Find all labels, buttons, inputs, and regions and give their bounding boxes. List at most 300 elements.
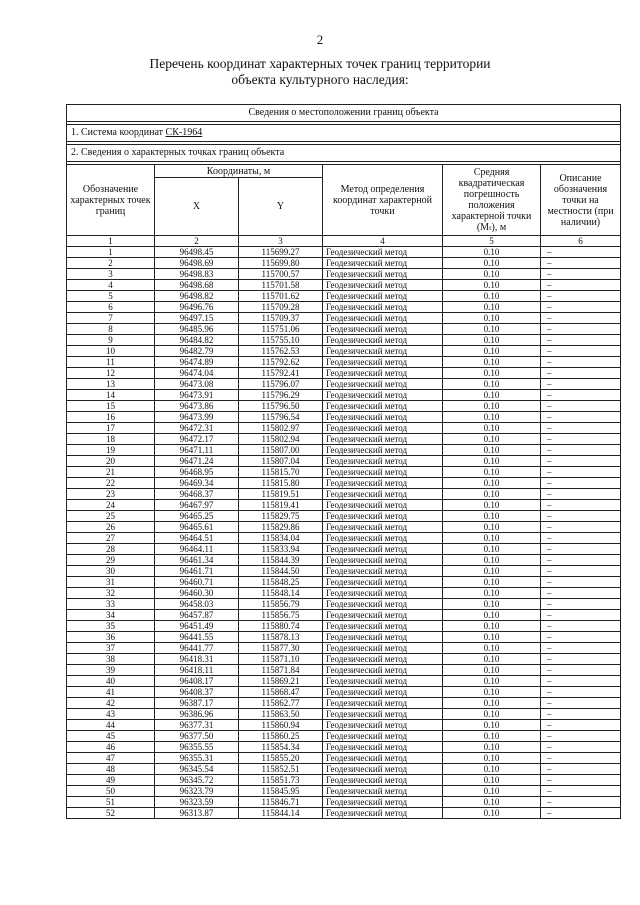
description: – <box>541 456 621 467</box>
coord-y: 115819.41 <box>239 500 323 511</box>
table-row <box>67 445 621 456</box>
coord-y: 115844.39 <box>239 555 323 566</box>
coord-x: 96355.31 <box>155 753 239 764</box>
method: Геодезический метод <box>323 302 443 313</box>
description: – <box>541 786 621 797</box>
table-row <box>67 544 621 555</box>
point-number: 24 <box>67 500 155 511</box>
coord-y: 115762.53 <box>239 346 323 357</box>
method: Геодезический метод <box>323 797 443 808</box>
column-number: 4 <box>323 236 443 247</box>
coord-y: 115834.04 <box>239 533 323 544</box>
error-value: 0.10 <box>443 698 541 709</box>
coord-x: 96451.49 <box>155 621 239 632</box>
table-row <box>67 632 621 643</box>
table-row <box>67 467 621 478</box>
method: Геодезический метод <box>323 698 443 709</box>
point-number: 15 <box>67 401 155 412</box>
coord-y: 115709.28 <box>239 302 323 313</box>
coord-x: 96485.96 <box>155 324 239 335</box>
error-value: 0.10 <box>443 720 541 731</box>
description: – <box>541 687 621 698</box>
coord-x: 96473.08 <box>155 379 239 390</box>
coord-x: 96464.51 <box>155 533 239 544</box>
method: Геодезический метод <box>323 434 443 445</box>
document-title <box>0 56 640 88</box>
point-number: 2 <box>67 258 155 269</box>
table-row <box>67 709 621 720</box>
coord-y: 115807.00 <box>239 445 323 456</box>
description: – <box>541 247 621 258</box>
method: Геодезический метод <box>323 390 443 401</box>
column-number-row <box>67 236 621 247</box>
error-value: 0.10 <box>443 610 541 621</box>
description: – <box>541 588 621 599</box>
point-number: 33 <box>67 599 155 610</box>
table-row <box>67 401 621 412</box>
description: – <box>541 357 621 368</box>
column-number: 2 <box>155 236 239 247</box>
method: Геодезический метод <box>323 742 443 753</box>
coord-y: 115802.94 <box>239 434 323 445</box>
error-value: 0.10 <box>443 808 541 819</box>
coord-x: 96345.72 <box>155 775 239 786</box>
coord-x: 96457.87 <box>155 610 239 621</box>
point-number: 22 <box>67 478 155 489</box>
error-value: 0.10 <box>443 357 541 368</box>
method: Геодезический метод <box>323 555 443 566</box>
description: – <box>541 291 621 302</box>
table-row <box>67 434 621 445</box>
table-row <box>67 423 621 434</box>
description: – <box>541 258 621 269</box>
coord-x: 96473.86 <box>155 401 239 412</box>
error-value: 0.10 <box>443 599 541 610</box>
coord-x: 96408.37 <box>155 687 239 698</box>
point-number: 47 <box>67 753 155 764</box>
coord-x: 96473.99 <box>155 412 239 423</box>
method: Геодезический метод <box>323 357 443 368</box>
description: – <box>541 577 621 588</box>
coord-y: 115709.37 <box>239 313 323 324</box>
coord-x: 96355.55 <box>155 742 239 753</box>
error-value: 0.10 <box>443 709 541 720</box>
coord-y: 115700.57 <box>239 269 323 280</box>
method: Геодезический метод <box>323 577 443 588</box>
point-number: 3 <box>67 269 155 280</box>
table-row <box>67 335 621 346</box>
table-row <box>67 621 621 632</box>
error-value: 0.10 <box>443 775 541 786</box>
table-row <box>67 577 621 588</box>
coord-y: 115833.94 <box>239 544 323 555</box>
table-row <box>67 533 621 544</box>
title-line-1: Перечень координат характерных точек границ территории <box>149 56 491 71</box>
point-number: 27 <box>67 533 155 544</box>
error-value: 0.10 <box>443 797 541 808</box>
coordinates-table <box>66 104 621 819</box>
coord-y: 115844.50 <box>239 566 323 577</box>
error-value: 0.10 <box>443 786 541 797</box>
coord-x: 96460.71 <box>155 577 239 588</box>
point-number: 7 <box>67 313 155 324</box>
table-row <box>67 379 621 390</box>
table-row <box>67 654 621 665</box>
method: Геодезический метод <box>323 533 443 544</box>
error-value: 0.10 <box>443 445 541 456</box>
description: – <box>541 346 621 357</box>
coord-x: 96472.17 <box>155 434 239 445</box>
description: – <box>541 555 621 566</box>
coord-y: 115862.77 <box>239 698 323 709</box>
coord-y: 115792.41 <box>239 368 323 379</box>
coord-y: 115869.21 <box>239 676 323 687</box>
point-number: 14 <box>67 390 155 401</box>
point-number: 13 <box>67 379 155 390</box>
method: Геодезический метод <box>323 588 443 599</box>
method: Геодезический метод <box>323 412 443 423</box>
coord-x: 96458.03 <box>155 599 239 610</box>
coord-y: 115701.58 <box>239 280 323 291</box>
coord-x: 96468.95 <box>155 467 239 478</box>
coord-x: 96498.83 <box>155 269 239 280</box>
point-number: 51 <box>67 797 155 808</box>
header-x: X <box>155 178 239 236</box>
table-row <box>67 269 621 280</box>
coord-y: 115815.70 <box>239 467 323 478</box>
error-value: 0.10 <box>443 423 541 434</box>
point-number: 17 <box>67 423 155 434</box>
error-value: 0.10 <box>443 280 541 291</box>
coord-y: 115701.62 <box>239 291 323 302</box>
description: – <box>541 379 621 390</box>
description: – <box>541 764 621 775</box>
coord-y: 115815.80 <box>239 478 323 489</box>
coord-y: 115860.94 <box>239 720 323 731</box>
coord-x: 96418.31 <box>155 654 239 665</box>
description: – <box>541 445 621 456</box>
error-value: 0.10 <box>443 687 541 698</box>
point-number: 28 <box>67 544 155 555</box>
column-number: 5 <box>443 236 541 247</box>
error-value: 0.10 <box>443 302 541 313</box>
method: Геодезический метод <box>323 753 443 764</box>
point-number: 12 <box>67 368 155 379</box>
method: Геодезический метод <box>323 511 443 522</box>
description: – <box>541 654 621 665</box>
table-row <box>67 753 621 764</box>
coord-system <box>67 125 621 142</box>
points-section-row <box>67 145 621 162</box>
coord-y: 115796.07 <box>239 379 323 390</box>
point-number: 41 <box>67 687 155 698</box>
column-number: 6 <box>541 236 621 247</box>
point-number: 44 <box>67 720 155 731</box>
method: Геодезический метод <box>323 280 443 291</box>
coord-x: 96469.34 <box>155 478 239 489</box>
method: Геодезический метод <box>323 258 443 269</box>
description: – <box>541 412 621 423</box>
table-row <box>67 665 621 676</box>
error-value: 0.10 <box>443 346 541 357</box>
method: Геодезический метод <box>323 247 443 258</box>
method: Геодезический метод <box>323 632 443 643</box>
description: – <box>541 665 621 676</box>
error-value: 0.10 <box>443 731 541 742</box>
header-designation: Обозначение характерных точек границ <box>67 165 155 236</box>
error-value: 0.10 <box>443 522 541 533</box>
description: – <box>541 500 621 511</box>
coord-x: 96496.76 <box>155 302 239 313</box>
description: – <box>541 742 621 753</box>
table-row <box>67 566 621 577</box>
table-row <box>67 775 621 786</box>
coord-x: 96386.96 <box>155 709 239 720</box>
description: – <box>541 280 621 291</box>
coord-x: 96464.11 <box>155 544 239 555</box>
coord-y: 115854.34 <box>239 742 323 753</box>
coord-x: 96474.89 <box>155 357 239 368</box>
coord-x: 96377.31 <box>155 720 239 731</box>
error-value: 0.10 <box>443 511 541 522</box>
coord-y: 115877.30 <box>239 643 323 654</box>
coord-x: 96387.17 <box>155 698 239 709</box>
table-row <box>67 599 621 610</box>
method: Геодезический метод <box>323 423 443 434</box>
method: Геодезический метод <box>323 313 443 324</box>
table-row <box>67 786 621 797</box>
coord-y: 115819.51 <box>239 489 323 500</box>
point-number: 9 <box>67 335 155 346</box>
table-row <box>67 258 621 269</box>
method: Геодезический метод <box>323 401 443 412</box>
description: – <box>541 731 621 742</box>
error-value: 0.10 <box>443 478 541 489</box>
coord-x: 96484.82 <box>155 335 239 346</box>
coord-x: 96441.77 <box>155 643 239 654</box>
error-value: 0.10 <box>443 467 541 478</box>
coord-system-name: СК-1964 <box>165 127 203 138</box>
method: Геодезический метод <box>323 456 443 467</box>
table-row <box>67 456 621 467</box>
table-row <box>67 291 621 302</box>
error-value: 0.10 <box>443 456 541 467</box>
coord-x: 96474.04 <box>155 368 239 379</box>
method: Геодезический метод <box>323 379 443 390</box>
point-number: 11 <box>67 357 155 368</box>
point-number: 10 <box>67 346 155 357</box>
coord-system-row <box>67 125 621 142</box>
point-number: 46 <box>67 742 155 753</box>
coord-y: 115845.95 <box>239 786 323 797</box>
error-value: 0.10 <box>443 324 541 335</box>
method: Геодезический метод <box>323 522 443 533</box>
error-value: 0.10 <box>443 291 541 302</box>
coord-y: 115878.13 <box>239 632 323 643</box>
error-value: 0.10 <box>443 566 541 577</box>
table-row <box>67 489 621 500</box>
coord-x: 96471.24 <box>155 456 239 467</box>
coord-x: 96323.79 <box>155 786 239 797</box>
coord-x: 96498.69 <box>155 258 239 269</box>
coord-y: 115871.10 <box>239 654 323 665</box>
coord-y: 115751.06 <box>239 324 323 335</box>
coord-y: 115846.71 <box>239 797 323 808</box>
description: – <box>541 775 621 786</box>
description: – <box>541 401 621 412</box>
coord-y: 115856.75 <box>239 610 323 621</box>
error-value: 0.10 <box>443 555 541 566</box>
table-row <box>67 676 621 687</box>
description: – <box>541 643 621 654</box>
point-number: 43 <box>67 709 155 720</box>
method: Геодезический метод <box>323 731 443 742</box>
coord-y: 115868.47 <box>239 687 323 698</box>
coord-x: 96482.79 <box>155 346 239 357</box>
method: Геодезический метод <box>323 610 443 621</box>
coord-y: 115796.54 <box>239 412 323 423</box>
coord-y: 115755.10 <box>239 335 323 346</box>
table-row <box>67 808 621 819</box>
point-number: 40 <box>67 676 155 687</box>
table-row <box>67 324 621 335</box>
header-description: Описание обозначения точки на местности (при наличии) <box>541 165 621 236</box>
error-value: 0.10 <box>443 401 541 412</box>
method: Геодезический метод <box>323 775 443 786</box>
coord-y: 115807.04 <box>239 456 323 467</box>
method: Геодезический метод <box>323 566 443 577</box>
method: Геодезический метод <box>323 445 443 456</box>
description: – <box>541 720 621 731</box>
description: – <box>541 313 621 324</box>
header-coordinates: Координаты, м <box>155 165 323 178</box>
description: – <box>541 390 621 401</box>
error-value: 0.10 <box>443 753 541 764</box>
coord-y: 115802.97 <box>239 423 323 434</box>
error-value: 0.10 <box>443 544 541 555</box>
error-value: 0.10 <box>443 269 541 280</box>
method: Геодезический метод <box>323 544 443 555</box>
title-line-2: объекта культурного наследия: <box>231 72 409 87</box>
table-row <box>67 742 621 753</box>
description: – <box>541 302 621 313</box>
point-number: 39 <box>67 665 155 676</box>
error-value: 0.10 <box>443 588 541 599</box>
error-value: 0.10 <box>443 489 541 500</box>
table-row <box>67 412 621 423</box>
point-number: 52 <box>67 808 155 819</box>
coord-x: 96468.37 <box>155 489 239 500</box>
error-value: 0.10 <box>443 379 541 390</box>
coord-system-prefix: 1. Система координат <box>71 127 166 138</box>
point-number: 49 <box>67 775 155 786</box>
table-row <box>67 610 621 621</box>
description: – <box>541 753 621 764</box>
header-error: Средняя квадратическая погрешность положения характерной точки (Mₜ), м <box>443 165 541 236</box>
coord-x: 96472.31 <box>155 423 239 434</box>
description: – <box>541 269 621 280</box>
description: – <box>541 335 621 346</box>
point-number: 48 <box>67 764 155 775</box>
coord-x: 96471.11 <box>155 445 239 456</box>
coord-y: 115792.62 <box>239 357 323 368</box>
description: – <box>541 423 621 434</box>
coord-y: 115863.50 <box>239 709 323 720</box>
error-value: 0.10 <box>443 632 541 643</box>
coord-x: 96460.30 <box>155 588 239 599</box>
table-row <box>67 555 621 566</box>
point-number: 34 <box>67 610 155 621</box>
error-value: 0.10 <box>443 654 541 665</box>
description: – <box>541 324 621 335</box>
method: Геодезический метод <box>323 808 443 819</box>
error-value: 0.10 <box>443 390 541 401</box>
table-row <box>67 357 621 368</box>
method: Геодезический метод <box>323 709 443 720</box>
coord-x: 96408.17 <box>155 676 239 687</box>
coord-x: 96467.97 <box>155 500 239 511</box>
description: – <box>541 808 621 819</box>
table-row <box>67 390 621 401</box>
point-number: 50 <box>67 786 155 797</box>
column-number: 1 <box>67 236 155 247</box>
section-header: Сведения о местоположении границ объекта <box>67 105 621 122</box>
method: Геодезический метод <box>323 269 443 280</box>
point-number: 21 <box>67 467 155 478</box>
page-number: 2 <box>316 32 324 47</box>
point-number: 5 <box>67 291 155 302</box>
error-value: 0.10 <box>443 764 541 775</box>
method: Геодезический метод <box>323 687 443 698</box>
description: – <box>541 599 621 610</box>
method: Геодезический метод <box>323 291 443 302</box>
method: Геодезический метод <box>323 346 443 357</box>
coord-x: 96498.68 <box>155 280 239 291</box>
header-row-1 <box>67 165 621 178</box>
method: Геодезический метод <box>323 621 443 632</box>
coord-y: 115699.27 <box>239 247 323 258</box>
column-number: 3 <box>239 236 323 247</box>
method: Геодезический метод <box>323 324 443 335</box>
method: Геодезический метод <box>323 643 443 654</box>
error-value: 0.10 <box>443 313 541 324</box>
coord-y: 115851.73 <box>239 775 323 786</box>
description: – <box>541 621 621 632</box>
table-row <box>67 346 621 357</box>
coord-x: 96465.61 <box>155 522 239 533</box>
coord-y: 115880.74 <box>239 621 323 632</box>
table-row <box>67 698 621 709</box>
table-row <box>67 368 621 379</box>
description: – <box>541 489 621 500</box>
point-number: 6 <box>67 302 155 313</box>
coord-y: 115844.14 <box>239 808 323 819</box>
point-number: 42 <box>67 698 155 709</box>
method: Геодезический метод <box>323 720 443 731</box>
error-value: 0.10 <box>443 665 541 676</box>
description: – <box>541 797 621 808</box>
description: – <box>541 511 621 522</box>
method: Геодезический метод <box>323 467 443 478</box>
point-number: 20 <box>67 456 155 467</box>
method: Геодезический метод <box>323 764 443 775</box>
section-header-row <box>67 105 621 122</box>
table-row <box>67 720 621 731</box>
error-value: 0.10 <box>443 412 541 423</box>
description: – <box>541 676 621 687</box>
method: Геодезический метод <box>323 599 443 610</box>
table-row <box>67 687 621 698</box>
